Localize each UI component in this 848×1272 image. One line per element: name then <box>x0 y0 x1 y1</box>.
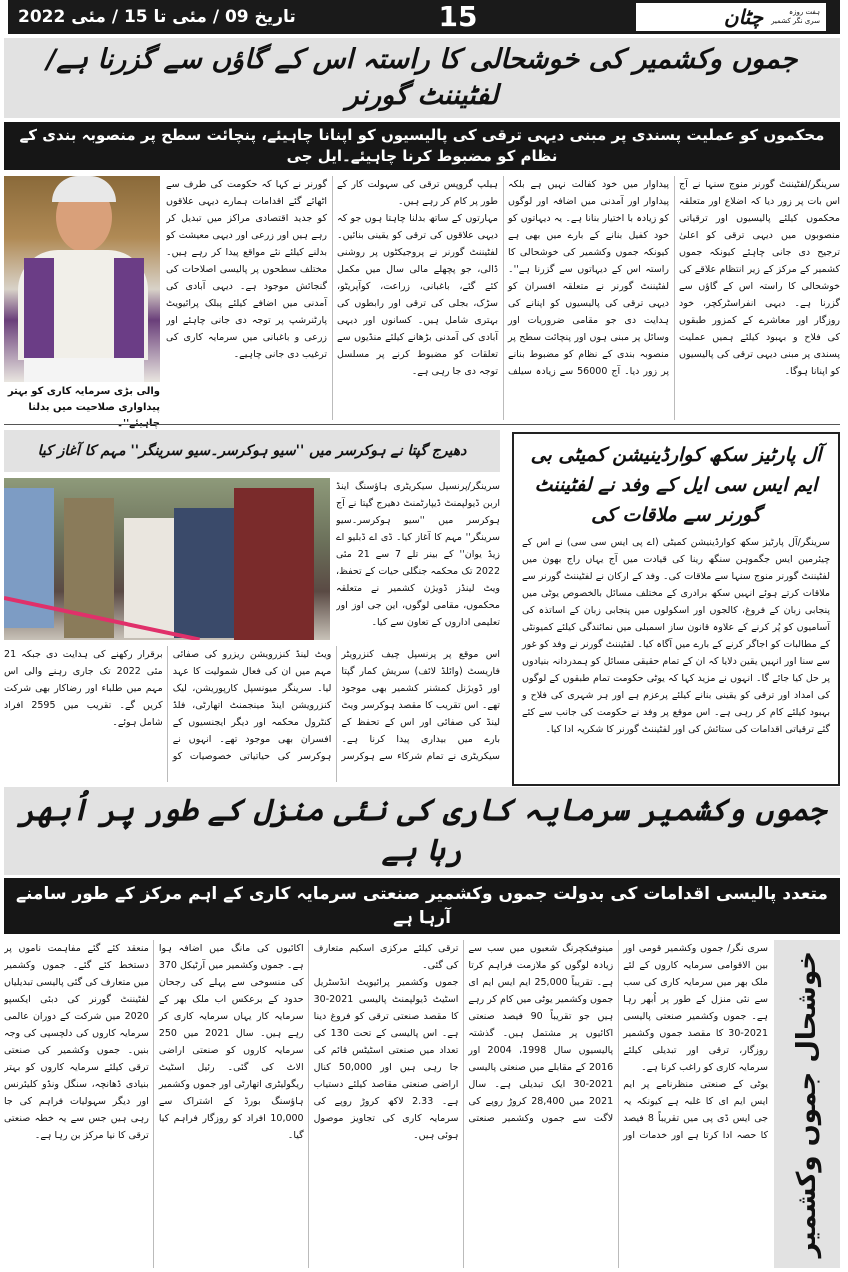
page-number: 15 <box>438 0 478 33</box>
investment-paragraph: اکائیوں کی مانگ میں اضافہ ہوا ہے۔ جموں وکشمیر میں آرٹیکل 370 کی منسوخی سے پہلے کی رجحان حدود کے برعکس اب ملک بھر کے سرمایہ کار یہاں سرمایہ کاری کر رہے ہیں۔ سال 2021 میں 250 سرمایہ کاروں کو صنعتی اراضی الاٹ کی گئی۔ رئیل اسٹیٹ ریگولیٹری اتھارٹی اور جموں وکشمیر ہاؤسنگ بورڈ کے اشتراک سے 10,000 افراد کو روزگار فراہم کیا گیا۔ <box>158 943 304 1141</box>
sikh-delegation-article <box>512 432 840 786</box>
logo-mark: چٹان <box>723 5 764 29</box>
hokersar-photo-ribbon-cutting <box>4 478 330 640</box>
lead-photo-lt-governor <box>4 176 160 382</box>
hokersar-body-bottom: اس موقع پر پرنسپل چیف کنزرویٹر فاریسٹ (وائلڈ لائف) سریش کمار گپتا اور ڈویژنل کمشنر کشمیر بھی موجود تھے۔ اس تقریب کا مقصد ہوکرسر ویٹ لینڈ کی صفائی اور اس کے تحفظ کے بارے میں بیداری پیدا کرنا ہے۔ سیکریٹری نے تمام شرکاء سے ہوکرسر ویٹ لینڈ کنزرویشن ریزرو کی صفائی مہم میں ان کی فعال شمولیت کا عہد لیا۔ سرینگر میونسپل کارپوریشن، لیک کنزرویشن اینڈ مینجمنٹ اتھارٹی، فلڈ کنٹرول محکمہ اور دیگر ایجنسیوں کے افسران بھی موجود تھے۔ انہوں نے ہوکرسر کی حیاتیاتی خصوصیات کو برقرار رکھنے کی ہدایت دی جبکہ 21 مئی 2022 تک جاری رہنے والی اس مہم میں طلباء اور رضاکار بھی شرکت کریں گے۔ تقریب میں 2595 افراد شامل ہوئے۔ <box>4 649 500 762</box>
side-banner-text: خوشحال جموں وکشمیر <box>792 950 822 1258</box>
hokersar-body-side: سرینگر/پرنسپل سیکریٹری ہاؤسنگ اینڈ اربن ڈیولپمنٹ ڈیپارٹمنٹ دھیرج گپتا نے آج ہوکرسر میں ''سیو ہوکرسر۔سیو سرینگر'' مہم کا آغاز کیا۔ ڈی اے ڈبلیو اے زیڈ یوان'' کے بینر تلے 7 سے 21 مئی 2022 تک محکمہ جنگلی حیات کے تحفظ، ویٹ لینڈز ڈویژن کشمیر نے متعلقہ محکموں، مقامی لوگوں، این جی اوز اور تعلیمی اداروں کے تعاون سے کیا۔ <box>336 481 500 628</box>
lead-paragraph: گورنر نے کہا کہ حکومت کی طرف سے اٹھائے گئے اقدامات ہمارے دیہی علاقوں کو جدید اقتصادی مراکز میں تبدیل کر رہے ہیں اور زرعی اور دیہی معیشت کو بدلنے کیلئے نئے مواقع پیدا کر رہے ہیں۔ مختلف سطحوں پر پالیسی اصلاحات کی گنجائش موجود ہے۔ دیہی آبادی کی آمدنی میں اضافے کیلئے پبلک پرائیویٹ پارٹنرشپ پر توجہ دی جانی چاہئے اور زرعی و باغبانی میں سرمایہ کاری کی ترغیب دی جانی چاہیے۔ <box>166 179 327 360</box>
lead-paragraph: مہارتوں کے ساتھ بدلنا چاہتا ہوں جو کہ دیہی علاقوں کی ترقی کو یقینی بنائیں۔ لفٹیننٹ گورنر نے پروجیکٹوں پر روشنی ڈالی، جو پچھلے مالی سال میں مکمل کئے گئے، باغبانی، زراعت، کوآپریٹو، سڑک، بجلی کی ترقی اور رابطوں کی بہتری شامل ہیں۔ کسانوں اور دیہی آبادی کی آمدنی بڑھانے کیلئے منڈیوں سے تعلقات کو مضبوط کرنے پر مسلسل توجہ دی جا رہی ہے۔ <box>337 213 498 377</box>
lead-headline: جموں وکشمیر کی خوشحالی کا راستہ اس کے گاؤں سے گزرنا ہے/لفٹیننٹ گورنر <box>4 38 840 118</box>
sikh-body: سرینگر/آل پارٹیز سکھ کوارڈینیشن کمیٹی (اے پی ایس سی سی) نے اس کے چیئرمین ایس جگموہن سنگھ رینا کی قیادت میں آج یہاں راج بھون میں لفٹیننٹ گورنر منوج سنہا سے ملاقات کی۔ وفد کے ارکان نے لفٹیننٹ گورنر سے ملاقات کرتے ہوئے انہیں سکھ برادری کے مختلف مسائل بالخصوص یوٹی میں پنجابی زبان کے فروغ، کالجوں اور اسکولوں میں پنجابی زبان کے اساتذہ کی آسامیوں کو پُر کرنے کے علاوہ قانون ساز اسمبلی میں نمائندگی کیلئے کمیونٹی کے مطالبات کو اجاگر کرنے کے بارے میں آگاہ کیا۔ لفٹیننٹ گورنر نے وفد کو غور سے سنا اور انہیں یقین دلایا کہ ان کے تمام حقیقی مسائل کو ہمدردانہ بنیادوں پر حل کیا جائے گا۔ انہوں نے مزید کہا کہ یوٹی حکومت تمام طبقوں کے لوگوں کی امداد اور ترقی کو یقینی بنانے کیلئے پرعزم ہے اور ہر شہری کی فلاح و بہبود کیلئے کام کر رہی ہے۔ اس موقع پر وفد نے حکومت کی جانب سے کئے گئے ترقیاتی اقدامات کی ستائش کی اور لفٹیننٹ گورنر کا شکریہ ادا کیا۔ <box>522 537 830 735</box>
lead-photo-caption: والی بڑی سرمایہ کاری کو بہتر پیداواری صلاحیت میں بدلنا <box>7 386 160 413</box>
issue-date: تاریخ 09 / مئی تا 15 / مئی 2022 <box>18 7 296 27</box>
investment-paragraph: یوٹی کے صنعتی منظرنامے پر ایم ایس ایم ای کا غلبہ ہے کیونکہ یہ جی ایس ڈی پی میں تقریباً 8 فیصد کا حصہ ادا کرتا ہے اور خدمات اور مینوفیکچرنگ شعبوں میں سب سے زیادہ لوگوں کو ملازمت فراہم کرتا ہے۔ تقریباً 25,000 ایم ایس ایم ای جموں وکشمیر یوٹی میں کام کر رہے ہیں جو تقریباً 90 فیصد صنعتی اکائیوں پر مشتمل ہیں۔ گذشتہ پالیسیوں سال 1998، 2004 اور 2016 کے مقابلے میں صنعتی پالیسی 2021-30 ایک تبدیلی ہے۔ سال 2021 میں 28,400 کروڑ روپے کی لاگت سے جموں وکشمیر صنعتی ترقی کیلئے مرکزی اسکیم متعارف کی گئی۔ <box>313 943 768 1141</box>
investment-paragraph: سری نگر/ جموں وکشمیر قومی اور بین الاقوامی سرمایہ کاروں کے لئے ملک بھر میں سرمایہ کاری کی سب سے نئی منزل کے طور پر اُبھر رہا ہے۔ جموں وکشمیر صنعتی پالیسی 2021-30 کا مقصد جموں وکشمیر روزگار، ترقی اور تبدیلی کیلئے سرمایہ کاری کو راغب کرنا ہے۔ <box>623 943 768 1073</box>
investment-subheadline: متعدد پالیسی اقدامات کی بدولت جموں وکشمیر صنعتی سرمایہ کاری کے اہم مرکز کے طور سامنے آرہا ہے <box>4 878 840 934</box>
lead-subheadline: محکموں کو عملیت پسندی پر مبنی دیہی ترقی کی پالیسیوں کو اپنانا چاہیئے، پنچائت سطح پر منصوبہ بندی کے نظام کو مضبوط کرنا چاہیئے۔ایل جی <box>4 122 840 170</box>
hokersar-headline: دھیرج گپتا نے ہوکرسر میں ''سیو ہوکرسر۔سیو سرینگر'' مہم کا آغاز کیا <box>4 430 500 472</box>
investment-body <box>4 940 768 1268</box>
masthead-bar <box>8 0 840 34</box>
investment-headline: جموں وکشمیر سرمایہ کاری کی نئی منزل کے طور پر اُبھر رہا ہے <box>4 787 840 875</box>
investment-paragraph: منعقد کئے گئے مفاہمت ناموں پر دستخط کئے گئے۔ جموں وکشمیر میں متعارف کی گئی پالیسی تبدیلیاں لفٹیننٹ گورنر کی دبئی ایکسپو 2020 میں شرکت کے دوران عالمی سرمایہ کاروں کی دلچسپی کی وجہ بنیں۔ جموں وکشمیر کی صنعتی ترقی کیلئے سرمایہ کاروں کو بہتر بنیادی ڈھانچہ، سنگل ونڈو کلیئرنس اور دیگر سہولیات فراہم کی جا رہی ہیں جس سے یہ خطہ صنعتی ترقی کا نیا مرکز بن رہا ہے۔ <box>4 943 149 1141</box>
lead-body <box>166 176 840 420</box>
investment-paragraph: جموں وکشمیر پرائیویٹ انڈسٹریل اسٹیٹ ڈیولپمنٹ پالیسی 2021-30 کا مقصد صنعتی ترقی کو فروغ دینا ہے۔ اس پالیسی کے تحت 130 کی تعداد میں صنعتی اسٹیٹس قائم کی جا رہی ہیں اور 50,000 کنال اراضی صنعتی مقاصد کیلئے دستیاب ہے۔ 2.33 لاکھ کروڑ روپے کی سرمایہ کاری کی تجاویز موصول ہوئی ہیں۔ <box>313 977 459 1141</box>
newspaper-logo <box>636 3 826 31</box>
lead-paragraph: پیداوار میں خود کفالت نہیں ہے بلکہ پیداوار اور آمدنی میں اضافہ اور لوگوں کو زیادہ با اختیار بنانا ہے۔ یہ دیہاتوں کو خود کفیل بنانے کے بارے میں بھی ہے کیونکہ جموں وکشمیر کی خوشحالی کا راستہ اس کے دیہاتوں سے گزرنا ہے''۔ لفٹیننٹ گورنر نے متعلقہ افسران کو دیہی ترقی کی پالیسیوں کو اپنانے کی ہدایت دی جو مقامی ضروریات اور وسائل پر مبنی ہوں اور پنچائت سطح پر منصوبہ بندی کے نظام کو مضبوط بنانے پر زور دیا۔ آج 56000 سے زیادہ سیلف ہیلپ گروپس ترقی کی سہولت کار کے طور پر کام کر رہے ہیں۔ <box>337 179 669 377</box>
sikh-headline: آل پارٹیز سکھ کوارڈینیشن کمیٹی بی ایم ایس سی ایل کے وفد نے لفٹیننٹ گورنر سے ملاقات کی <box>530 444 822 526</box>
side-banner <box>774 940 840 1268</box>
logo-tagline <box>771 8 820 26</box>
logo-city-text: سری نگر کشمیر <box>771 17 820 25</box>
logo-tagline-text: ہفت روزہ <box>789 8 820 16</box>
section-divider <box>4 424 840 425</box>
lead-paragraph: سرینگر/لفٹیننٹ گورنر منوج سنہا نے آج اس بات پر زور دیا کہ اضلاع اور متعلقہ محکموں کیلئے پالیسیوں اور ترقیاتی منصوبوں میں دیہی ترقی کو اعلیٰ ترجیح دی جانی چاہئے کیونکہ جموں کشمیر کے مرکز کے زیر انتظام علاقے کی خوشحالی کا راستہ اس کے گاؤں سے گزرنا ہے۔ دیہی انفراسٹرکچر، خود روزگار اور معاشرے کے کمزور طبقوں کی فلاح و بہبود کیلئے ہمیں عملیت پسندی پر مبنی دیہی ترقی کی پالیسیوں کو اپنانا ہوگا۔ <box>679 179 840 377</box>
